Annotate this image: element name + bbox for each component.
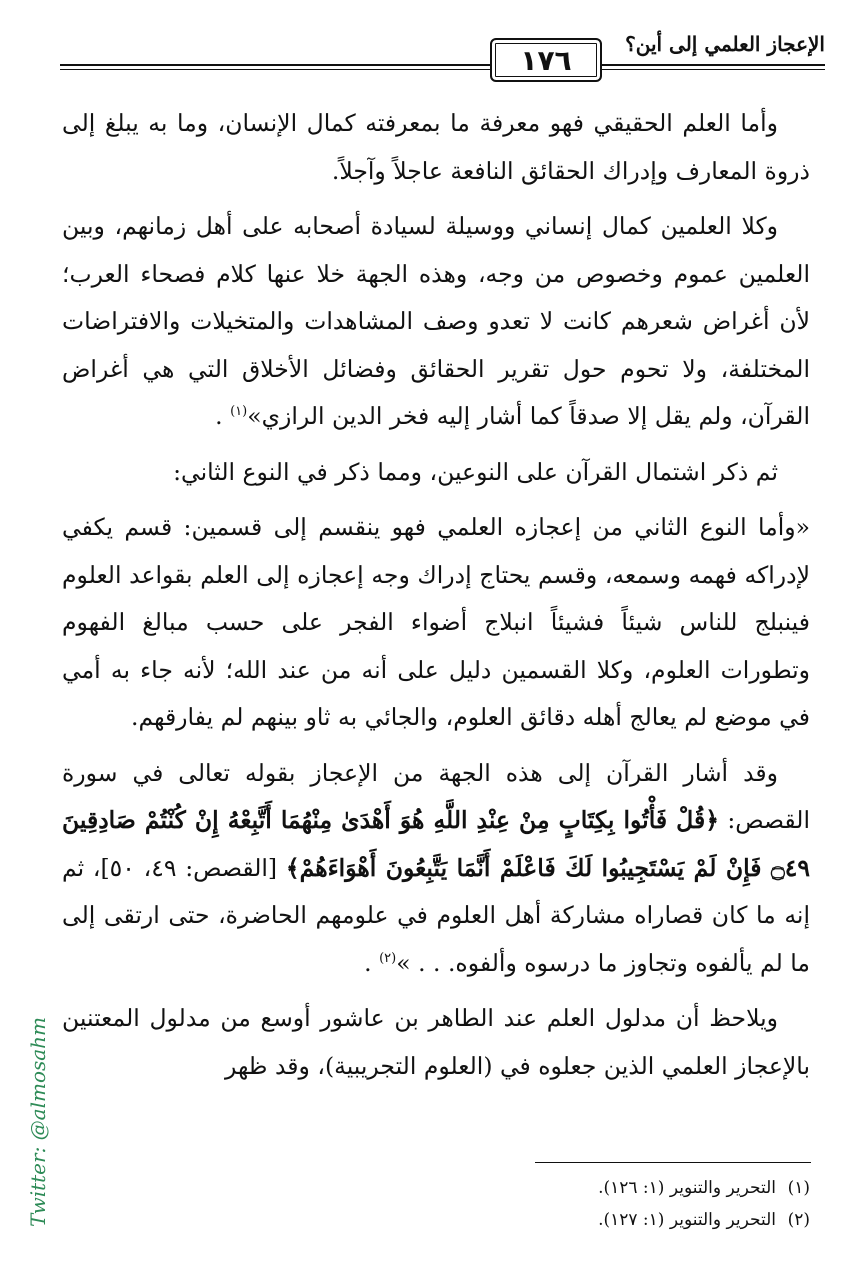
- watermark: Twitter: @almosahm: [26, 1016, 50, 1228]
- paragraph: ويلاحظ أن مدلول العلم عند الطاهر بن عاشور أوسع من مدلول المعتنين بالإعجاز العلمي الذين جعلوه في (العلوم التجريبية)، وقد ظهر: [62, 1004, 810, 1080]
- page-number-frame: [490, 38, 602, 82]
- paragraph: وقد أشار القرآن إلى هذه الجهة من الإعجاز بقوله تعالى في سورة القصص: ﴿قُلْ فَأْتُوا بِكِتَابٍ مِنْ عِنْدِ اللَّهِ هُوَ أَهْدَىٰ مِنْهُمَا أَتَّبِعْهُ إِنْ كُنْتُمْ صَادِقِينَ ۝٤٩ فَإِنْ لَمْ يَسْتَجِيبُوا لَكَ فَاعْلَمْ أَنَّمَا يَتَّبِعُونَ أَهْوَاءَهُمْ﴾ [القصص: ٤٩، ٥٠]، ثم إنه ما كان قصاراه مشاركة أهل العلوم في علومهم الحاضرة، حتى ارتقى إلى ما لم يألفوه وتجاوز ما درسوه وألفوه. . . »$^{(٢)}$ .: [62, 758, 810, 977]
- paragraph: ثم ذكر اشتمال القرآن على النوعين، ومما ذكر في النوع الثاني:: [173, 457, 778, 486]
- page-number: ١٧٦: [520, 43, 572, 77]
- footnote-item: (١)التحرير والتنوير (١: ١٢٦).: [598, 1178, 810, 1198]
- main-text: [62, 100, 810, 1098]
- running-title: الإعجاز العلمي إلى أين؟: [617, 32, 825, 56]
- running-header: [60, 28, 825, 80]
- footnote-ref: (٢): [379, 950, 397, 966]
- footnotes: [210, 1172, 810, 1236]
- footnote-rule: [535, 1162, 811, 1163]
- quran-verse: ﴿قُلْ فَأْتُوا بِكِتَابٍ مِنْ عِنْدِ اللَّهِ هُوَ أَهْدَىٰ مِنْهُمَا أَتَّبِعْهُ إِنْ كُنْتُمْ صَادِقِينَ ۝٤٩ فَإِنْ لَمْ يَسْتَجِيبُوا لَكَ فَاعْلَمْ أَنَّمَا يَتَّبِعُونَ أَهْوَاءَهُمْ﴾: [62, 806, 810, 882]
- paragraph: وأما العلم الحقيقي فهو معرفة ما بمعرفته كمال الإنسان، وما به يبلغ إلى ذروة المعارف وإدراك الحقائق النافعة عاجلاً وآجلاً.: [62, 109, 810, 185]
- footnote-ref: (١): [230, 404, 248, 420]
- paragraph: وكلا العلمين كمال إنساني ووسيلة لسيادة أصحابه على أهل زمانهم، وبين العلمين عموم وخصوص من وجه، وهذه الجهة خلا عنها كلام فصحاء العرب؛ لأن أغراض شعرهم كانت لا تعدو وصف المشاهدات والمتخيلات والافتراضات المختلفة، ولا تحوم حول تقرير الحقائق وفضائل الأخلاق التي هي أغراض القرآن، ولم يقل إلا صدقاً كما أشار إليه فخر الدين الرازي»$^{(١)}$ .: [62, 212, 810, 430]
- footnote-item: (٢)التحرير والتنوير (١: ١٢٧).: [598, 1210, 810, 1230]
- paragraph: «وأما النوع الثاني من إعجازه العلمي فهو ينقسم إلى قسمين: قسم يكفي لإدراكه فهمه وسمعه، وقسم يحتاج إدراك وجه إعجازه إلى العلم بقواعد العلوم فينبلج للناس شيئاً فشيئاً انبلاج أضواء الفجر على حسب مبالغ الفهوم وتطورات العلوم، وكلا القسمين دليل على أنه من عند الله؛ لأنه جاء به أمي في موضع لم يعالج أهله دقائق العلوم، والجائي به ثاو بينهم لم يفارقهم.: [62, 513, 810, 731]
- header-rule: [60, 64, 825, 70]
